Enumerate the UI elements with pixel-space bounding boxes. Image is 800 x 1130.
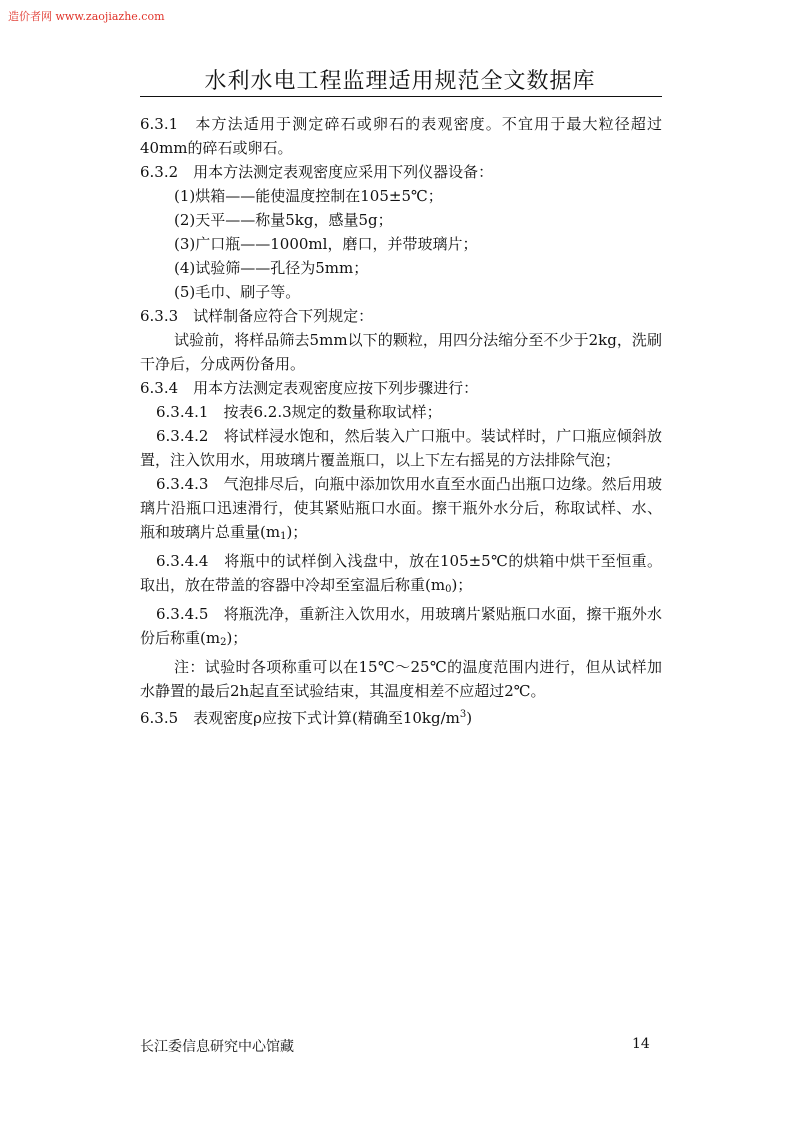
clause-text-end: ) [466,709,473,727]
subscript: 0 [445,584,452,595]
clause-text: 6.3.5 表观密度ρ应按下式计算(精确至10kg/m [140,709,460,727]
clause-text: 6.3.4.4 将瓶中的试样倒入浅盘中，放在105±5℃的烘箱中烘干至恒重。取出，放在带盖的容器中冷却至室温后称重(m [140,552,662,594]
clause-text-end: )； [226,629,248,647]
clause-6-3-4-2: 6.3.4.2 将试样浸水饱和，然后装入广口瓶中。装试样时，广口瓶应倾斜放置，注入饮用水，用玻璃片覆盖瓶口，以上下左右摇晃的方法排除气泡； [140,427,662,469]
subscript: 2 [220,637,227,648]
equipment-item-4: (4)试验筛——孔径为5mm； [174,259,369,277]
superscript: 3 [459,709,467,720]
document-body [140,112,662,730]
watermark: 造价者网 www.zaojiazhe.com [8,10,165,23]
note: 注：试验时各项称重可以在15℃～25℃的温度范围内进行，但从试样加水静置的最后2h起直至试验结束，其温度相差不应超过2℃。 [140,658,662,700]
clause-text-end: )； [286,523,308,541]
clause-6-3-4-4 [140,549,662,602]
clause-6-3-5 [140,703,662,730]
clause-6-3-1: 6.3.1 本方法适用于测定碎石或卵石的表观密度。不宜用于最大粒径超过40mm的碎石或卵石。 [140,115,662,157]
footer-source: 长江委信息研究中心馆藏 [140,1039,294,1055]
equipment-item-2: (2)天平——称量5kg，感量5g； [174,211,393,229]
clause-6-3-3: 6.3.3 试样制备应符合下列规定： [140,307,374,325]
equipment-item-1: (1)烘箱——能使温度控制在105±5℃； [174,187,443,205]
clause-6-3-4-5 [140,602,662,655]
equipment-item-5: (5)毛巾、刷子等。 [174,283,301,301]
clause-text: 6.3.4.3 气泡排尽后，向瓶中添加饮用水直至水面凸出瓶口边缘。然后用玻璃片沿瓶口迅速滑行，使其紧贴瓶口水面。擦干瓶外水分后，称取试样、水、瓶和玻璃片总重量(m [140,475,662,541]
equipment-item-3: (3)广口瓶——1000ml，磨口，并带玻璃片； [174,235,478,253]
clause-text-end: )； [451,576,473,594]
title-rule [140,96,662,97]
clause-text: 6.3.4.5 将瓶洗净，重新注入饮用水，用玻璃片紧贴瓶口水面，擦干瓶外水份后称重(m [140,605,662,647]
subscript: 1 [280,531,287,542]
clause-6-3-2: 6.3.2 用本方法测定表观密度应采用下列仪器设备： [140,163,494,181]
page-number: 14 [632,1036,650,1052]
document-title: 水利水电工程监理适用规范全文数据库 [204,69,596,94]
clause-6-3-4: 6.3.4 用本方法测定表观密度应按下列步骤进行： [140,379,479,397]
sample-prep-text: 试验前，将样品筛去5mm以下的颗粒，用四分法缩分至不少于2kg，洗刷干净后，分成两份备用。 [140,331,662,373]
clause-6-3-4-3 [140,472,662,549]
clause-6-3-4-1: 6.3.4.1 按表6.2.3规定的数量称取试样； [156,403,442,421]
